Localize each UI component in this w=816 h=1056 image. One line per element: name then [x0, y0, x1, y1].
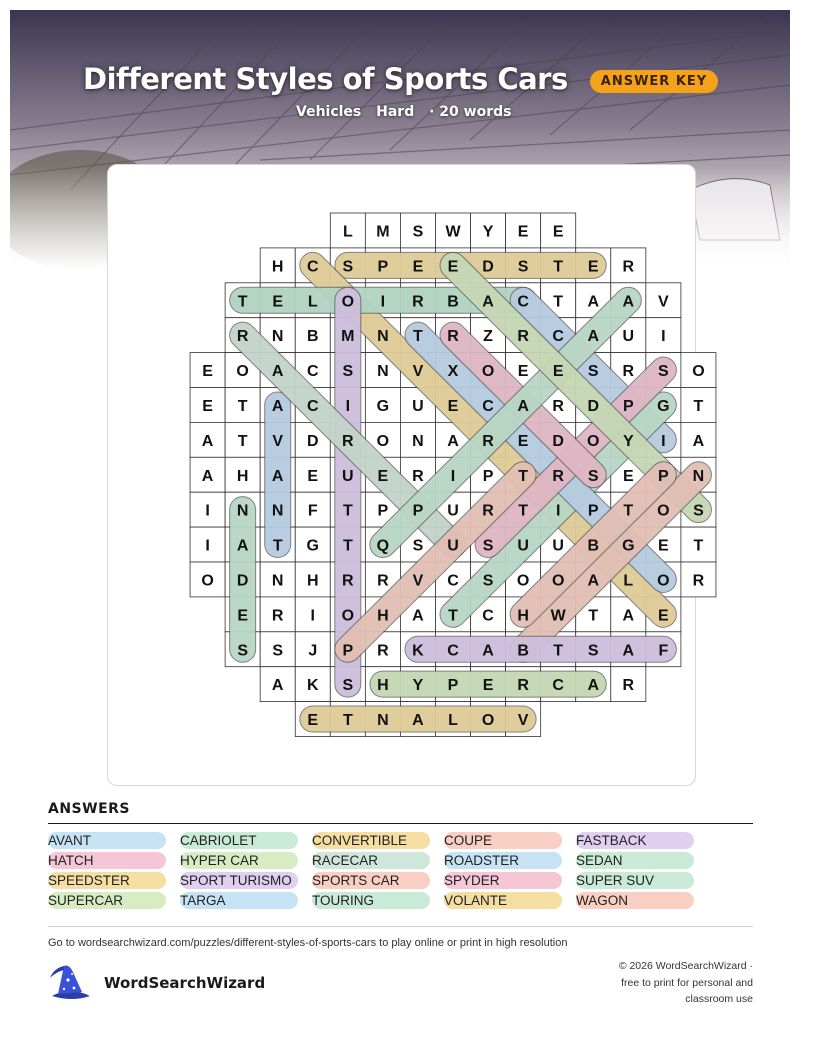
grid-letter: K — [306, 677, 319, 695]
grid-letter: B — [306, 328, 319, 346]
answers-divider — [48, 823, 753, 824]
grid-letter: S — [342, 363, 354, 381]
grid-letter: M — [376, 223, 390, 241]
grid-letter: R — [552, 467, 564, 485]
answer-wagon: WAGON — [576, 892, 694, 909]
grid-letter: S — [693, 502, 704, 520]
grid-letter: R — [482, 432, 494, 450]
grid-letter: C — [552, 328, 564, 346]
grid-letter: M — [341, 328, 355, 346]
grid-letter: E — [272, 293, 284, 311]
grid-letter: T — [448, 607, 458, 625]
grid-letter: N — [236, 502, 249, 520]
grid-letter: C — [447, 642, 459, 660]
grid-letter: X — [447, 363, 459, 381]
grid-letter: I — [310, 607, 315, 625]
grid-letter: G — [622, 537, 635, 555]
answer-speedster: SPEEDSTER — [48, 872, 166, 889]
answer-fastback: FASTBACK — [576, 832, 694, 849]
grid-letter: T — [588, 607, 599, 625]
grid-letter: S — [412, 223, 424, 241]
answer-spyder: SPYDER — [444, 872, 562, 889]
grid-letter: A — [271, 397, 284, 415]
answer-sports-car: SPORTS CAR — [312, 872, 430, 889]
grid-letter: R — [482, 502, 494, 520]
grid-letter: E — [447, 397, 459, 415]
copyright-notice — [619, 958, 753, 1008]
grid-letter: E — [447, 258, 459, 276]
grid-letter: C — [447, 572, 459, 590]
grid-letter: R — [517, 677, 529, 695]
grid-letter: S — [237, 642, 248, 660]
grid-letter: E — [552, 363, 564, 381]
grid-letter: R — [377, 572, 389, 590]
grid-letter: I — [345, 397, 351, 415]
grid-letter: C — [482, 397, 494, 415]
grid-letter: A — [412, 712, 424, 730]
grid-letter: T — [342, 537, 353, 555]
grid-letter: R — [622, 258, 635, 276]
answer-convertible: CONVERTIBLE — [312, 832, 430, 849]
grid-letter: N — [271, 502, 284, 520]
grid-letter: T — [413, 328, 423, 346]
grid-letter: N — [377, 712, 389, 730]
brand-name: WordSearchWizard — [104, 974, 266, 992]
grid-letter: W — [550, 607, 566, 625]
grid-letter: U — [447, 537, 459, 555]
answer-cabriolet: CABRIOLET — [180, 832, 298, 849]
grid-letter: I — [380, 293, 386, 311]
grid-letter: T — [553, 642, 564, 660]
grid-letter: O — [692, 363, 705, 381]
answer-supercar: SUPERCAR — [48, 892, 166, 909]
grid-letter: I — [661, 432, 666, 450]
grid-letter: C — [517, 293, 529, 311]
grid-letter: B — [447, 293, 459, 311]
grid-letter: B — [517, 642, 529, 660]
grid-letter: O — [236, 363, 249, 381]
grid-letter: A — [587, 572, 600, 590]
grid-letter: E — [237, 607, 248, 625]
grid-letter: T — [272, 537, 283, 555]
grid-letter: G — [657, 397, 670, 415]
grid-letter: S — [482, 537, 494, 555]
footer-divider — [48, 926, 753, 927]
answer-coupe: COUPE — [444, 832, 562, 849]
grid-letter: T — [553, 258, 564, 276]
grid-letter: R — [622, 363, 635, 381]
grid-letter: P — [342, 642, 354, 660]
grid-letter: V — [412, 363, 424, 381]
grid-letter: R — [692, 572, 705, 590]
grid-letter: I — [205, 537, 210, 555]
grid-letter: P — [622, 397, 634, 415]
grid-letter: Y — [412, 677, 424, 695]
grid-letter: R — [517, 328, 529, 346]
grid-letter: E — [482, 677, 494, 695]
grid-letter: E — [658, 607, 669, 625]
grid-letter: Y — [482, 223, 494, 241]
grid-letter: N — [271, 328, 284, 346]
grid-letter: A — [622, 293, 635, 311]
grid-letter: T — [518, 502, 529, 520]
grid-letter: O — [201, 572, 214, 590]
wizard-hat-icon — [46, 962, 94, 1004]
copyright-line-1: © 2026 WordSearchWizard · — [618, 960, 753, 972]
answers-heading: ANSWERS — [48, 801, 131, 817]
grid-letter: R — [622, 677, 635, 695]
grid-letter: A — [622, 607, 635, 625]
grid-letter: A — [482, 293, 494, 311]
grid-letter: O — [481, 363, 495, 381]
grid-letter: T — [237, 397, 248, 415]
grid-letter: N — [377, 363, 389, 381]
grid-letter: I — [450, 467, 456, 485]
copyright-line-2: free to print for personal and — [621, 976, 753, 989]
grid-letter: A — [271, 363, 284, 381]
grid-letter: T — [342, 712, 353, 730]
grid-letter: A — [201, 467, 214, 485]
grid-letter: P — [377, 258, 389, 276]
grid-letter: A — [587, 328, 600, 346]
grid-letter: C — [552, 677, 564, 695]
answer-targa: TARGA — [180, 892, 298, 909]
grid-letter: L — [623, 572, 634, 590]
grid-letter: E — [658, 537, 669, 555]
grid-letter: S — [587, 363, 599, 381]
play-online-link[interactable]: Go to wordsearchwizard.com/puzzles/different-styles-of-sports-cars to play online or print in high resolution — [48, 937, 568, 949]
grid-letter: R — [342, 572, 354, 590]
grid-letter: U — [552, 537, 564, 555]
grid-letter: O — [341, 607, 355, 625]
grid-letter: H — [306, 572, 319, 590]
grid-letter: T — [623, 502, 634, 520]
grid-letter: W — [445, 223, 461, 241]
grid-letter: G — [306, 537, 319, 555]
grid-letter: O — [341, 293, 355, 311]
grid-letter: E — [307, 467, 319, 485]
grid-letter: D — [236, 572, 249, 590]
grid-letter: R — [447, 328, 459, 346]
grid-letter: O — [376, 432, 390, 450]
grid-letter: E — [377, 467, 389, 485]
grid-letter: U — [622, 328, 635, 346]
answer-avant: AVANT — [48, 832, 166, 849]
grid-letter: S — [587, 642, 599, 660]
grid-letter: U — [517, 537, 529, 555]
grid-letter: H — [236, 467, 249, 485]
grid-letter: A — [517, 397, 529, 415]
grid-letter: E — [587, 258, 599, 276]
grid-letter: A — [692, 432, 705, 450]
grid-letter: A — [236, 537, 249, 555]
grid-letter: V — [272, 432, 284, 450]
grid-letter: N — [377, 328, 389, 346]
grid-letter: E — [552, 223, 564, 241]
answer-sedan: SEDAN — [576, 852, 694, 869]
grid-letter: L — [307, 293, 318, 311]
answer-roadster: ROADSTER — [444, 852, 562, 869]
grid-letter: T — [237, 432, 248, 450]
grid-letter: Q — [376, 537, 390, 555]
answer-key-badge: ANSWER KEY — [590, 70, 718, 93]
grid-letter: U — [342, 467, 354, 485]
grid-letter: N — [271, 572, 284, 590]
grid-letter: F — [307, 502, 318, 520]
grid-letter: H — [271, 258, 284, 276]
grid-letter: S — [482, 572, 494, 590]
grid-letter: U — [412, 397, 424, 415]
grid-letter: H — [377, 677, 389, 695]
category-label: Vehicles — [296, 104, 362, 120]
grid-letter: L — [448, 712, 458, 730]
grid-letter: A — [587, 293, 600, 311]
grid-letter: S — [342, 258, 354, 276]
grid-letter: U — [447, 502, 459, 520]
grid-letter: A — [412, 607, 424, 625]
grid-letter: O — [551, 572, 565, 590]
grid-letter: E — [307, 712, 319, 730]
grid-letters — [201, 223, 704, 729]
grid-letter: C — [482, 607, 494, 625]
grid-letter: P — [412, 502, 424, 520]
answer-hatch: HATCH — [48, 852, 166, 869]
grid-letter: O — [516, 572, 530, 590]
grid-letter: T — [553, 293, 564, 311]
grid-letter: T — [693, 397, 704, 415]
grid-letter: N — [412, 432, 424, 450]
grid-letter: S — [587, 467, 599, 485]
grid-letter: S — [412, 537, 424, 555]
grid-letter: H — [377, 607, 389, 625]
grid-letter: S — [272, 642, 284, 660]
grid-letter: A — [482, 642, 494, 660]
word-count-label: · 20 words — [429, 104, 512, 120]
grid-letter: T — [342, 502, 353, 520]
grid-letter: I — [661, 328, 666, 346]
grid-letter: I — [555, 502, 561, 520]
grid-letter: V — [517, 712, 529, 730]
grid-letter: L — [342, 223, 353, 241]
grid-letter: C — [306, 258, 319, 276]
grid-letter: V — [412, 572, 424, 590]
grid-letter: P — [587, 502, 599, 520]
grid-letter: A — [271, 677, 284, 695]
grid-letter: R — [412, 467, 424, 485]
grid-letter: A — [587, 677, 600, 695]
page-title: Different Styles of Sports Cars — [83, 62, 568, 96]
grid-letter: D — [552, 432, 564, 450]
grid-letter: P — [447, 677, 459, 695]
grid-letter: D — [587, 397, 600, 415]
grid-letter: A — [622, 642, 635, 660]
grid-letter: B — [587, 537, 600, 555]
grid-letter: P — [482, 467, 494, 485]
grid-letter: O — [657, 502, 670, 520]
grid-letter: K — [412, 642, 424, 660]
answer-touring: TOURING — [312, 892, 430, 909]
grid-letter: N — [692, 467, 705, 485]
grid-letter: E — [517, 223, 529, 241]
grid-letter: F — [658, 642, 669, 660]
grid-letter: S — [658, 363, 669, 381]
answer-volante: VOLANTE — [444, 892, 562, 909]
grid-letter: S — [342, 677, 354, 695]
grid-letter: T — [237, 293, 248, 311]
copyright-line-3: classroom use — [685, 993, 753, 1005]
grid-letter: G — [376, 397, 390, 415]
grid-letter: O — [657, 572, 670, 590]
answer-super-suv: SUPER SUV — [576, 872, 694, 889]
grid-letter: C — [306, 363, 319, 381]
grid-letter: Y — [622, 432, 634, 450]
grid-letter: V — [658, 293, 669, 311]
grid-letter: R — [377, 642, 389, 660]
grid-letter: C — [306, 397, 319, 415]
grid-letter: A — [201, 432, 214, 450]
grid-letter: D — [306, 432, 319, 450]
grid-letter: Z — [483, 328, 493, 346]
grid-letter: I — [205, 502, 210, 520]
grid-letter: E — [412, 258, 424, 276]
grid-letter: S — [517, 258, 529, 276]
grid-letter: R — [552, 397, 564, 415]
difficulty-label: Hard — [376, 104, 415, 120]
grid-letter: D — [482, 258, 494, 276]
grid-letter: P — [377, 502, 389, 520]
grid-letter: J — [308, 642, 318, 660]
grid-letter: P — [658, 467, 669, 485]
grid-letter: T — [518, 467, 529, 485]
grid-letter: H — [517, 607, 529, 625]
grid-letter: R — [342, 432, 354, 450]
grid-letter: R — [271, 607, 284, 625]
grid-letter: R — [236, 328, 249, 346]
answer-hyper-car: HYPER CAR — [180, 852, 298, 869]
grid-letter: E — [517, 432, 529, 450]
grid-letter: E — [517, 363, 529, 381]
grid-letter: E — [202, 397, 213, 415]
grid-letter: T — [693, 537, 704, 555]
answer-sport-turismo: SPORT TURISMO — [180, 872, 298, 889]
grid-letter: E — [202, 363, 213, 381]
grid-letter: O — [587, 432, 600, 450]
grid-letter: R — [412, 293, 424, 311]
grid-letter: O — [481, 712, 495, 730]
answer-racecar: RACECAR — [312, 852, 430, 869]
grid-letter: E — [622, 467, 634, 485]
grid-letter: A — [447, 432, 459, 450]
grid-letter: A — [271, 467, 284, 485]
